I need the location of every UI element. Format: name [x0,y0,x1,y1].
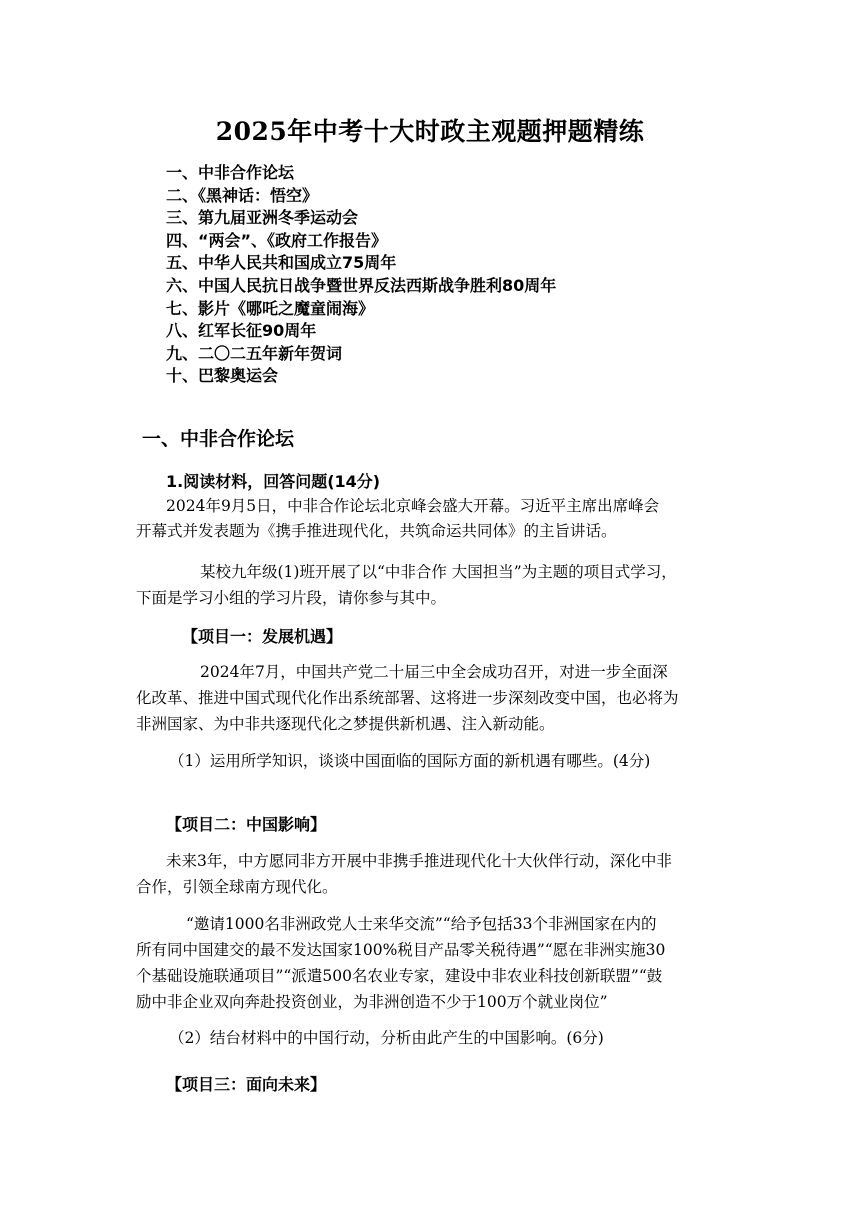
toc-item: 四、“两会”、《政府工作报告》 [166,230,388,250]
paragraph-line: 所有同中国建交的最不发达国家100%税目产品零关税待遇”“愿在非洲实施30 [136,941,666,959]
document-title: 2025年中考十大时政主观题押题精练 [215,117,645,146]
toc-item: 七、影片《哪吒之魔童闹海》 [166,298,375,318]
paragraph-line: 化改革、推进中国式现代化作出系统部署、这将进一步深刻改变中国，也必将为 [136,689,679,707]
project-title: 【项目二：中国影响】 [166,815,327,834]
sub-question: （1）运用所学知识，谈谈中国面临的国际方面的新机遇有哪些。(4分) [169,752,651,770]
toc-item: 十、巴黎奥运会 [166,366,279,386]
project-title: 【项目三：面向未来】 [166,1075,327,1094]
paragraph-line: 2024年7月，中国共产党二十届三中全会成功召开，对进一步全面深 [200,663,668,681]
toc-item: 一、中非合作论坛 [166,163,295,182]
paragraph-line: “邀请1000名非洲政党人士来华交流”“给予包括33个非洲国家在内的 [186,915,657,933]
intro-line: 下面是学习小组的学习片段，请你参与其中。 [136,589,447,607]
toc-item: 二、《黑神话：悟空》 [166,185,319,205]
toc-item: 六、中国人民抗日战争暨世界反法西斯战争胜利80周年 [166,275,557,295]
toc-item: 五、中华人民共和国成立75周年 [166,253,397,273]
paragraph-line: 未来3年，中方愿同非方开展中非携手推进现代化十大伙伴行动，深化中非 [166,852,672,870]
sub-question: （2）结台材料中的中国行动，分析由此产生的中国影响。(6分) [169,1029,604,1047]
table-of-contents [166,162,556,388]
toc-item: 三、第九届亚洲冬季运动会 [166,208,359,228]
intro-line: 开幕式并发表题为《携手推进现代化，共筑命运共同体》的主旨讲话。 [136,522,617,540]
paragraph-line: 非洲国家、为中非共逐现代化之梦提供新机遇、注入新动能。 [136,715,555,733]
paragraph-line: 励中非企业双向奔赴投资创业，为非洲创造不少于100万个就业岗位” [136,993,608,1011]
question-header: 1.阅读材料，回答问题(14分) [166,472,381,491]
paragraph-line: 个基础设施联通项目”“派遣500名农业专家，建设中非农业科技创新联盟”“鼓 [136,967,663,985]
project-title: 【项目一：发展机遇】 [182,627,343,646]
section-heading: 一、中非合作论坛 [142,428,295,450]
toc-item: 九、二〇二五年新年贺词 [166,343,343,363]
intro-line: 某校九年级(1)班开展了以“中非合作 大国担当”为主题的项目式学习， [200,563,677,581]
intro-line: 2024年9月5日，中非合作论坛北京峰会盛大开幕。习近平主席出席峰会 [166,497,660,515]
toc-item: 八、红军长征90周年 [166,321,317,341]
paragraph-line: 合作，引领全球南方现代化。 [136,878,338,896]
